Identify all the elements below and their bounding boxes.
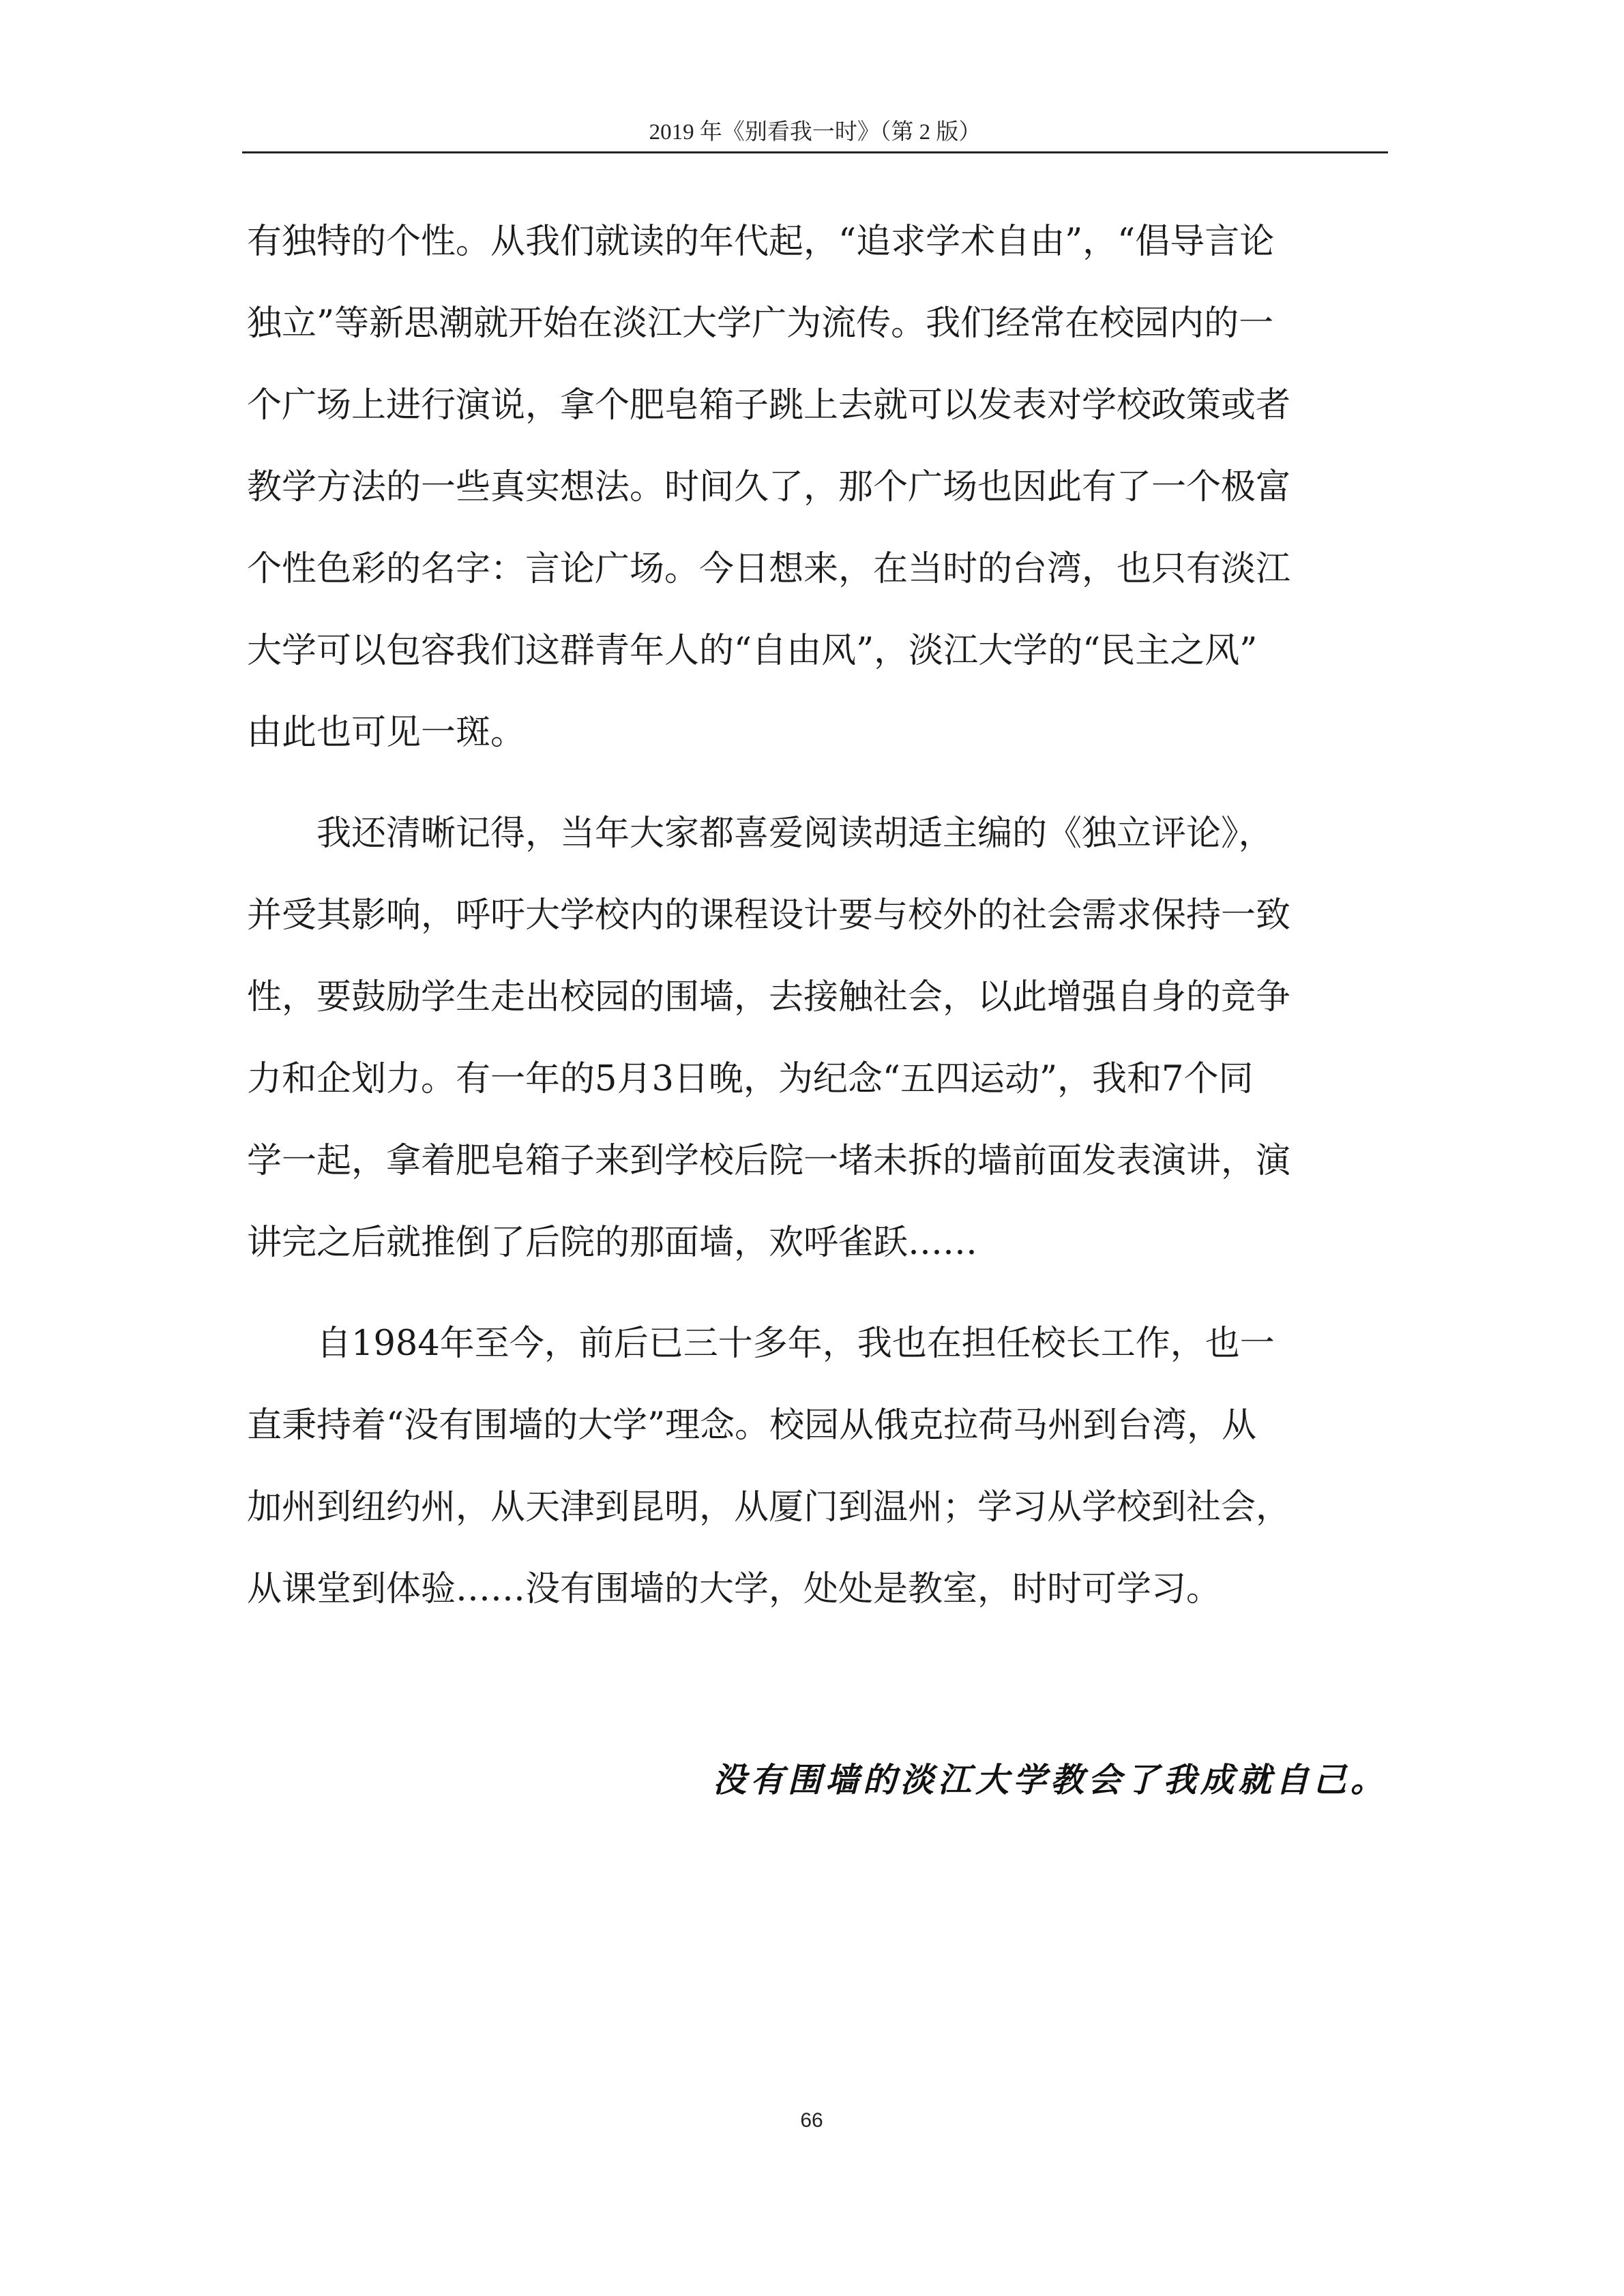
text-line: 从课堂到体验……没有围墙的大学，处处是教室，时时可学习。 xyxy=(247,1569,1222,1609)
text-line: 讲完之后就推倒了后院的那面墙，欢呼雀跃…… xyxy=(247,1223,978,1263)
paragraph-2 xyxy=(247,793,1393,1284)
text-line: 教学方法的一些真实想法。时间久了，那个广场也因此有了一个极富 xyxy=(247,467,1291,507)
text-line: 学一起，拿着肥皂箱子来到学校后院一堵未拆的墙前面发表演讲，演 xyxy=(247,1141,1291,1181)
page-header: 2019 年《别看我一时》（第 2 版） xyxy=(649,120,981,145)
paragraph-1 xyxy=(247,201,1393,774)
page-number: 66 xyxy=(800,2109,823,2132)
text-line: 独立”等新思潮就开始在淡江大学广为流传。我们经常在校园内的一 xyxy=(247,303,1274,344)
text-line: 由此也可见一斑。 xyxy=(247,713,526,753)
text-line: 大学可以包容我们这群青年人的“自由风”，淡江大学的“民主之风” xyxy=(247,631,1258,671)
text-line: 加州到纽约州，从天津到昆明，从厦门到温州；学习从学校到社会， xyxy=(247,1487,1291,1527)
text-line: 并受其影响，呼吁大学校内的课程设计要与校外的社会需求保持一致 xyxy=(247,895,1291,936)
text-line: 个性色彩的名字：言论广场。今日想来，在当时的台湾，也只有淡江 xyxy=(247,549,1291,589)
body-text xyxy=(247,201,1393,1630)
closing-statement: 没有围墙的淡江大学教会了我成就自己。 xyxy=(712,1760,1388,1800)
header-divider xyxy=(242,151,1388,153)
text-line: 自1984年至今，前后已三十多年，我也在担任校长工作，也一 xyxy=(316,1324,1275,1364)
text-line: 有独特的个性。从我们就读的年代起，“追求学术自由”，“倡导言论 xyxy=(247,222,1275,262)
text-line: 直秉持着“没有围墙的大学”理念。校园从俄克拉荷马州到台湾，从 xyxy=(247,1405,1257,1446)
text-line: 力和企划力。有一年的5月3日晚，为纪念“五四运动”，我和7个同 xyxy=(247,1059,1254,1099)
paragraph-spacer xyxy=(247,1284,1393,1303)
paragraph-spacer xyxy=(247,774,1393,793)
paragraph-3 xyxy=(247,1303,1393,1630)
text-line: 个广场上进行演说，拿个肥皂箱子跳上去就可以发表对学校政策或者 xyxy=(247,385,1291,426)
text-line: 我还清晰记得，当年大家都喜爱阅读胡适主编的《独立评论》， xyxy=(316,814,1273,854)
text-line: 性，要鼓励学生走出校园的围墙，去接触社会，以此增强自身的竞争 xyxy=(247,977,1291,1017)
